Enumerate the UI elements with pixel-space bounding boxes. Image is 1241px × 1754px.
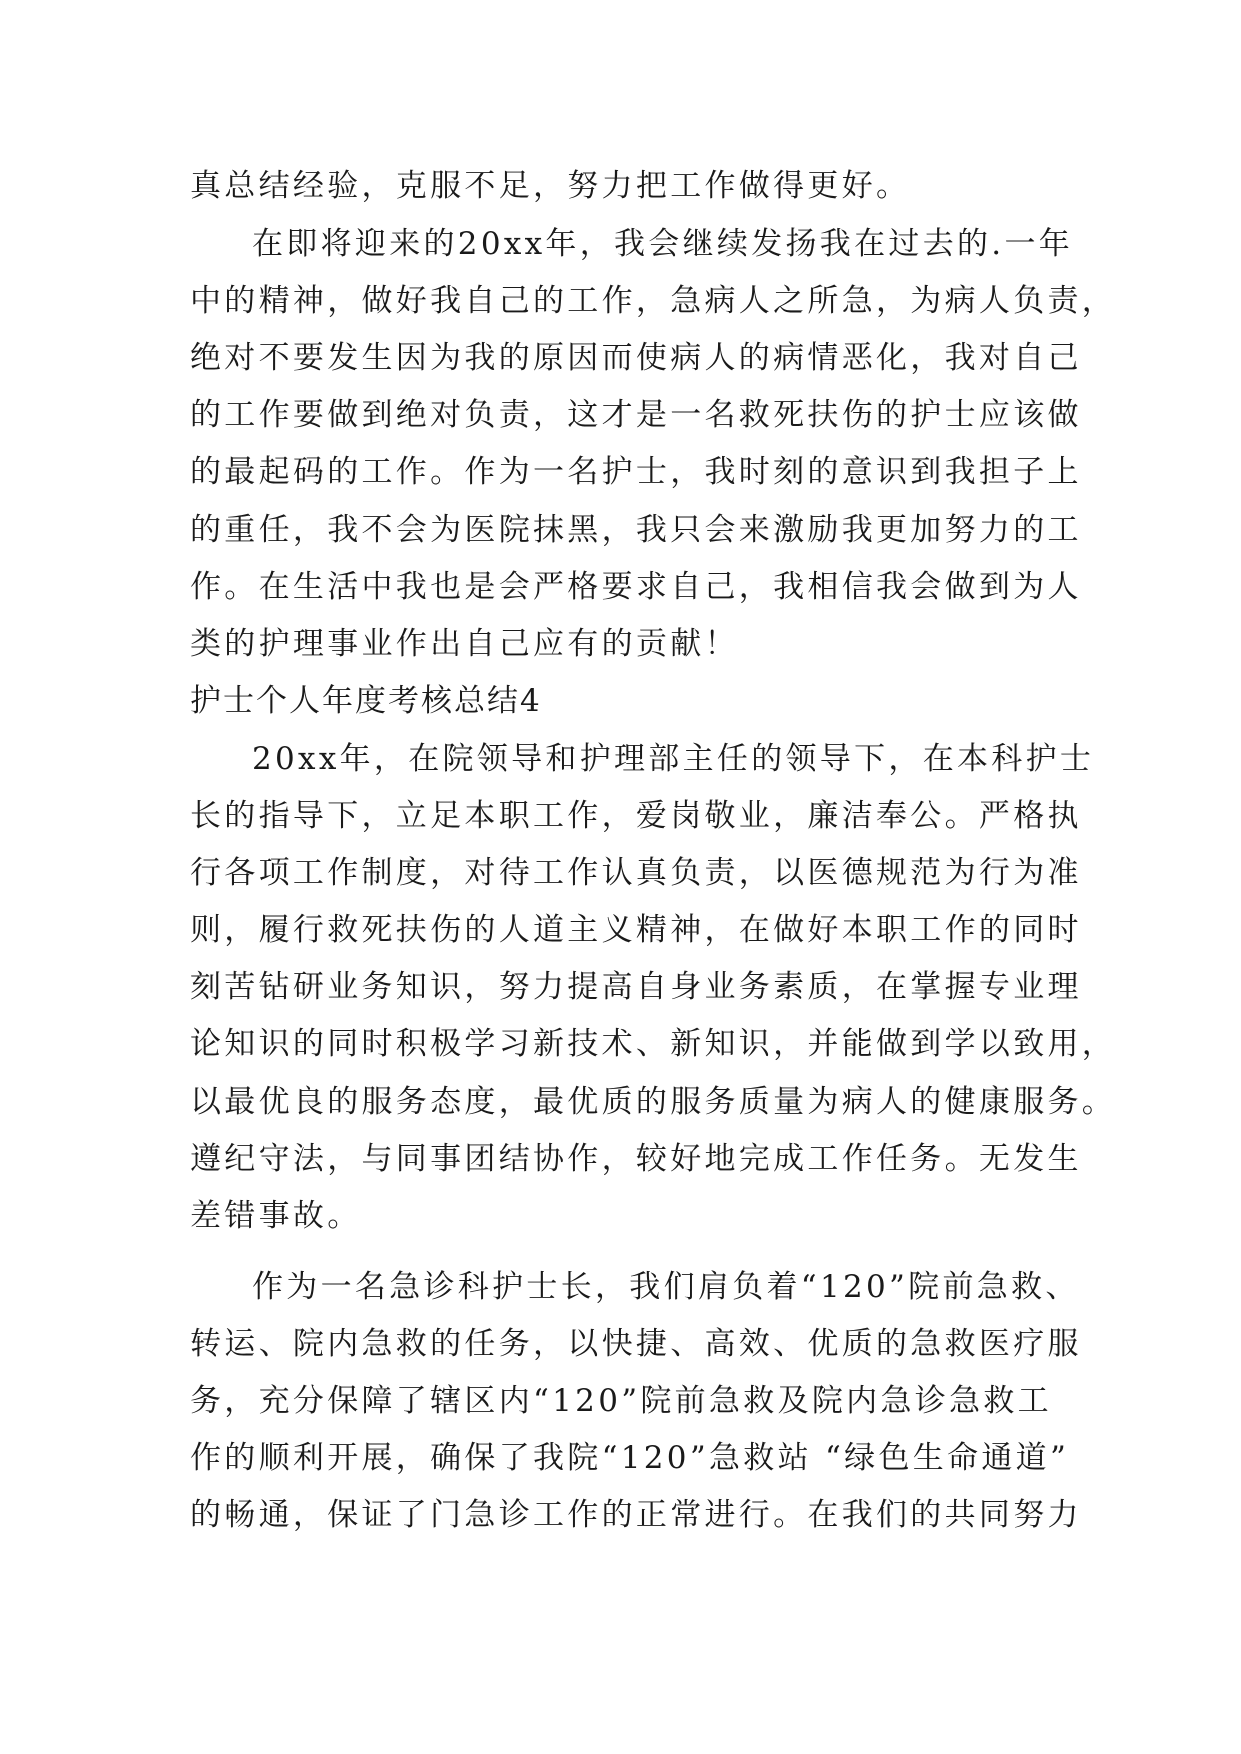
paragraph-line: 的最起码的工作。作为一名护士，我时刻的意识到我担子上 — [190, 454, 1082, 490]
paragraph-line: 作为一名急诊科护士长，我们肩负着“120”院前急救、 — [252, 1269, 1080, 1305]
paragraph-line: 论知识的同时积极学习新技术、新知识，并能做到学以致用， — [190, 1026, 1117, 1062]
paragraph-line: 在即将迎来的20xx年，我会继续发扬我在过去的.一年 — [252, 226, 1074, 262]
paragraph-line: 真总结经验，克服不足，努力把工作做得更好。 — [190, 168, 911, 204]
paragraph-line: 以最优良的服务态度，最优质的服务质量为病人的健康服务。 — [190, 1084, 1117, 1120]
paragraph-line: 绝对不要发生因为我的原因而使病人的病情恶化，我对自己 — [190, 340, 1082, 376]
paragraph-line: 差错事故。 — [190, 1198, 362, 1234]
paragraph-line: 长的指导下，立足本职工作，爱岗敬业，廉洁奉公。严格执 — [190, 798, 1082, 834]
paragraph-line: 类的护理事业作出自己应有的贡献！ — [190, 626, 739, 662]
paragraph-line: 务，充分保障了辖区内“120”院前急救及院内急诊急救工 — [190, 1383, 1052, 1419]
paragraph-line: 行各项工作制度，对待工作认真负责，以医德规范为行为准 — [190, 855, 1082, 891]
paragraph-line: 则，履行救死扶伤的人道主义精神，在做好本职工作的同时 — [190, 912, 1082, 948]
paragraph-line: 刻苦钻研业务知识，努力提高自身业务素质，在掌握专业理 — [190, 969, 1082, 1005]
paragraph-line: 的畅通，保证了门急诊工作的正常进行。在我们的共同努力 — [190, 1497, 1082, 1533]
paragraph-line: 遵纪守法，与同事团结协作，较好地完成工作任务。无发生 — [190, 1141, 1082, 1177]
paragraph-line: 作的顺利开展，确保了我院“120”急救站 “绿色生命通道” — [190, 1440, 1070, 1476]
section-heading: 护士个人年度考核总结4 — [190, 683, 542, 719]
paragraph-line: 的重任，我不会为医院抹黑，我只会来激励我更加努力的工 — [190, 512, 1082, 548]
paragraph-line: 转运、院内急救的任务，以快捷、高效、优质的急救医疗服 — [190, 1326, 1082, 1362]
paragraph-line: 作。在生活中我也是会严格要求自己，我相信我会做到为人 — [190, 569, 1082, 605]
paragraph-line: 中的精神，做好我自己的工作，急病人之所急，为病人负责， — [190, 283, 1117, 319]
paragraph-line: 的工作要做到绝对负责，这才是一名救死扶伤的护士应该做 — [190, 397, 1082, 433]
paragraph-line: 20xx年，在院领导和护理部主任的领导下，在本科护士 — [252, 741, 1095, 777]
